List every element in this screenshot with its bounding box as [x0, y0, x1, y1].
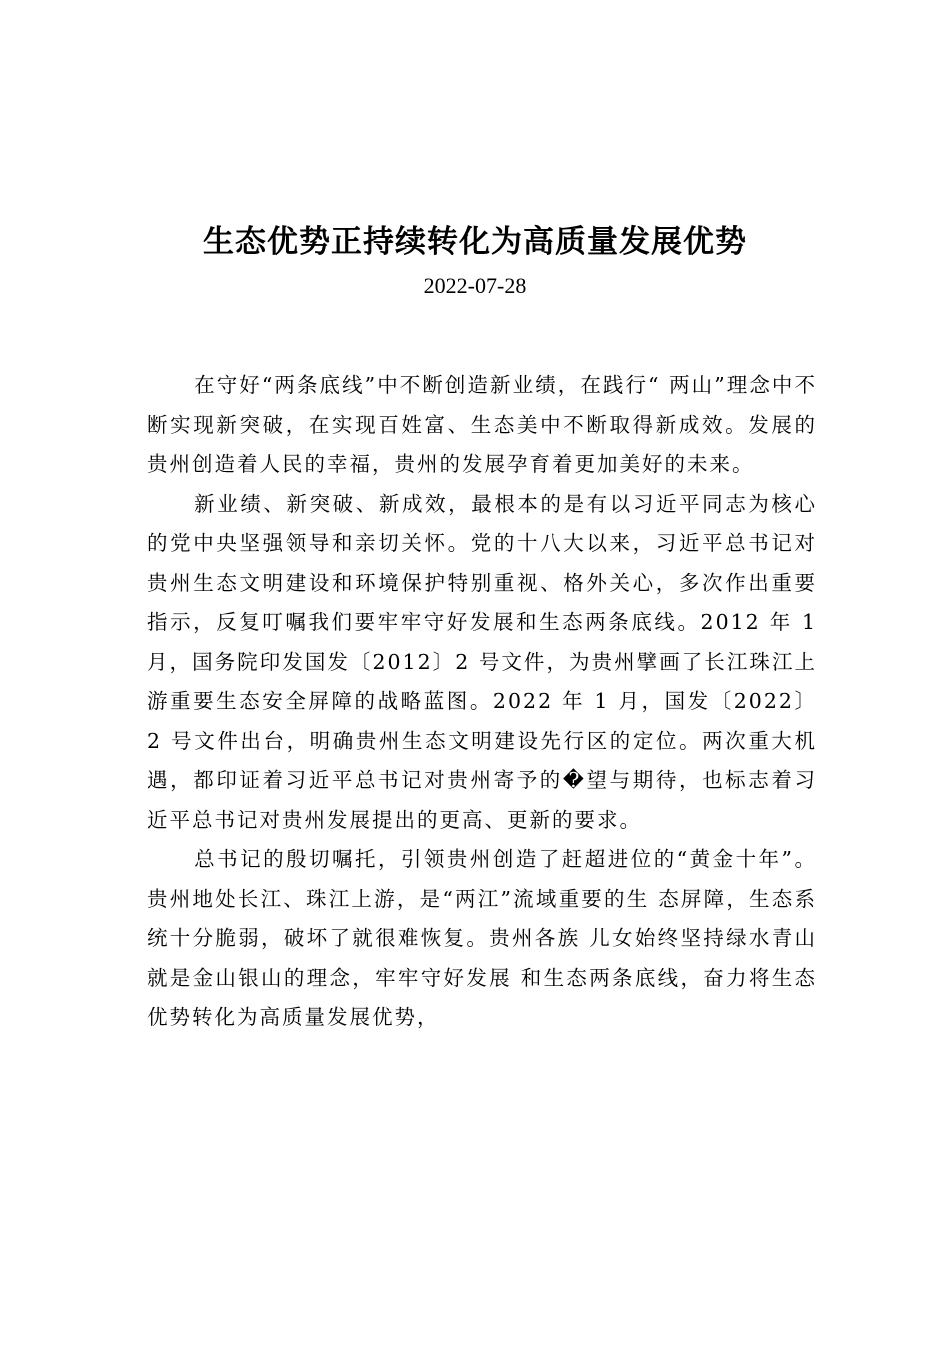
paragraph-3: 总书记的殷切嘱托，引领贵州创造了赶超进位的“黄金十年”。贵州地处长江、珠江上游，是“两江”流域重要的生 态屏障，生态系统十分脆弱，破坏了就很难恢复。贵州各族 儿女始终坚持绿水青山就是金山银山的理念，牢牢守好发展 和生态两条底线，奋力将生态优势转化为高质量发展优势， — [147, 847, 817, 1029]
paragraph-2: 新业绩、新突破、新成效，最根本的是有以习近平同志为核心的党中央坚强领导和亲切关怀。党的十八大以来，习近平总书记对贵州生态文明建设和环境保护特别重视、格外关心，多次作出重要指示，反复叮嘱我们要牢牢守好发展和生态两条底线。2012 年 1 月，国务院印发国发〔2012〕2 号文件，为贵州擘画了长江珠江上游重要生态安全屏障的战略蓝图。2022 年 1 月，国发〔2022〕2 号文件出台，明确贵州生态文明建设先行区的定位。两次重大机遇，都印证着习近平总书记对贵州寄予的�望与期待，也标志着习近平总书记对贵州发展提出的更高、更新的要求。 — [147, 491, 817, 832]
publish-date: 2022-07-28 — [423, 273, 527, 298]
article-body — [147, 366, 817, 1038]
paragraph-1: 在守好“两条底线”中不断创造新业绩，在践行“ 两山”理念中不断实现新突破，在实现百姓富、生态美中不断取得新成效。发展的贵州创造着人民的幸福，贵州的发展孕育着更加美好的未来。 — [147, 373, 817, 476]
page-title: 生态优势正持续转化为高质量发展优势 — [203, 224, 747, 260]
